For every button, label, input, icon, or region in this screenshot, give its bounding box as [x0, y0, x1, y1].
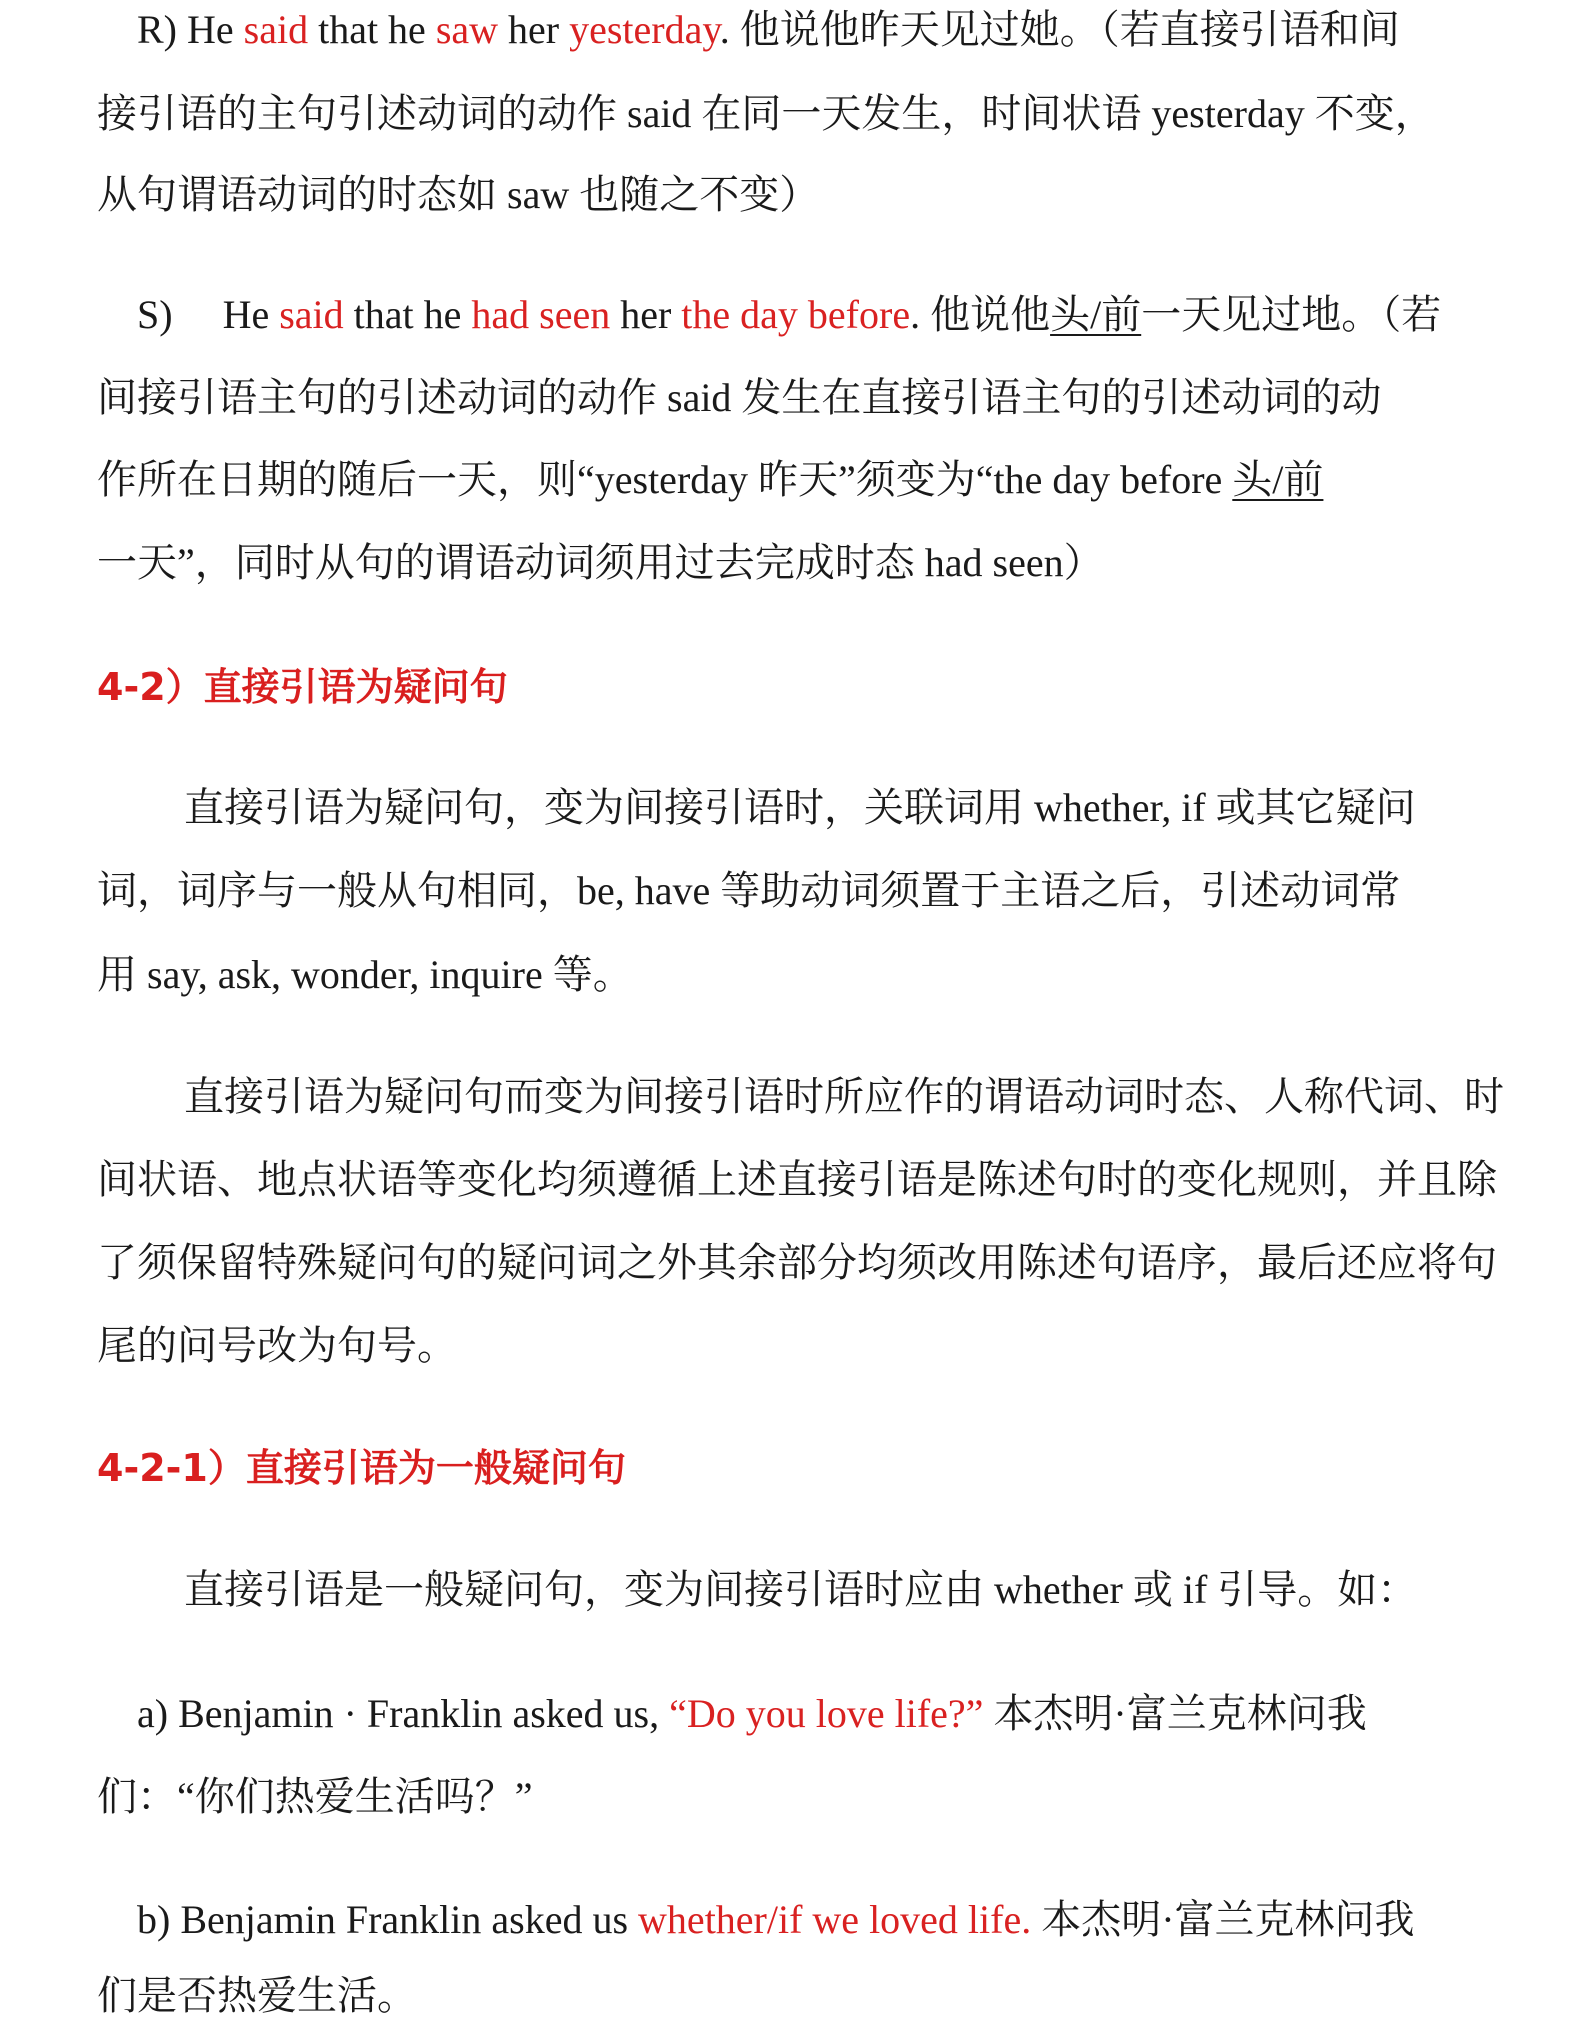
example-a-line-1 — [137, 1684, 1367, 1744]
example-a-translation: 本杰明·富兰克林问我 — [983, 1691, 1367, 1736]
example-b-translation: 本杰明·富兰克林问我 — [1031, 1897, 1415, 1942]
text: He — [222, 292, 280, 337]
example-s-label: S) — [137, 292, 173, 337]
paragraph-2-line-2: 间状语、地点状语等变化均须遵循上述直接引语是陈述句时的变化规则，并且除 — [97, 1157, 1497, 1202]
text: . — [719, 7, 730, 52]
verb-saw: saw — [435, 7, 499, 52]
text: a) Benjamin · Franklin asked us, — [137, 1691, 670, 1736]
example-r-translation: 他说他昨天见过她。（若直接引语和间 — [729, 7, 1400, 52]
paragraph-2-line-4: 尾的问号改为句号。 — [97, 1323, 457, 1368]
text: her — [498, 7, 570, 52]
text: her — [610, 292, 682, 337]
section-heading-4-2-1: 4-2-1）直接引语为一般疑问句 — [97, 1446, 626, 1490]
underlined-term: 头/前 — [1050, 292, 1142, 337]
example-s-line-4: 一天”，同时从句的谓语动词须用过去完成时态 had seen） — [97, 540, 1104, 585]
example-r-line-1 — [137, 0, 1400, 60]
example-b-line-1 — [137, 1890, 1415, 1950]
text: 他说他 — [920, 292, 1051, 337]
paragraph-2-line-1: 直接引语为疑问句而变为间接引语时所应作的谓语动词时态、人称代词、时 — [184, 1074, 1504, 1119]
verb-had-seen: had seen — [471, 292, 611, 337]
underlined-term: 头/前 — [1232, 457, 1324, 502]
example-s-line-3 — [97, 450, 1323, 510]
text: that he — [308, 7, 436, 52]
example-r-line-2: 接引语的主句引述动词的动作 said 在同一天发生，时间状语 yesterday 不变， — [97, 91, 1435, 136]
paragraph-1-line-2: 词，词序与一般从句相同，be, have 等助动词须置于主语之后，引述动词常 — [97, 868, 1401, 913]
direct-quote: “Do you love life?” — [669, 1691, 984, 1736]
time-the-day-before: the day before — [681, 292, 911, 337]
paragraph-1-line-1: 直接引语为疑问句，变为间接引语时，关联词用 whether, if 或其它疑问 — [184, 785, 1416, 830]
example-a-line-2: 们：“你们热爱生活吗？” — [97, 1774, 533, 1819]
text: that he — [343, 292, 472, 337]
example-s-line-2: 间接引语主句的引述动词的动作 said 发生在直接引语主句的引述动词的动 — [97, 375, 1382, 420]
paragraph-3: 直接引语是一般疑问句，变为间接引语时应由 whether 或 if 引导。如： — [184, 1567, 1418, 1612]
verb-said: said — [279, 292, 344, 337]
verb-said: said — [243, 7, 309, 52]
paragraph-2-line-3: 了须保留特殊疑问句的疑问词之外其余部分均须改用陈述句语序，最后还应将句 — [97, 1240, 1497, 1285]
example-b-line-2: 们是否热爱生活。 — [97, 1973, 417, 2018]
time-yesterday: yesterday — [569, 7, 720, 52]
text: 作所在日期的随后一天，则“yesterday 昨天”须变为“the day before — [97, 457, 1233, 502]
section-heading-4-2: 4-2）直接引语为疑问句 — [97, 665, 508, 709]
indirect-clause: whether/if we loved life. — [638, 1897, 1032, 1942]
example-s-line-1 — [137, 285, 1441, 345]
text: b) Benjamin Franklin asked us — [137, 1897, 639, 1942]
paragraph-1-line-3: 用 say, ask, wonder, inquire 等。 — [97, 952, 633, 997]
example-r-label: R) He — [137, 7, 244, 52]
text: . — [910, 292, 921, 337]
example-r-line-3: 从句谓语动词的时态如 saw 也随之不变） — [97, 172, 820, 217]
text: 一天见过地。（若 — [1141, 292, 1442, 337]
